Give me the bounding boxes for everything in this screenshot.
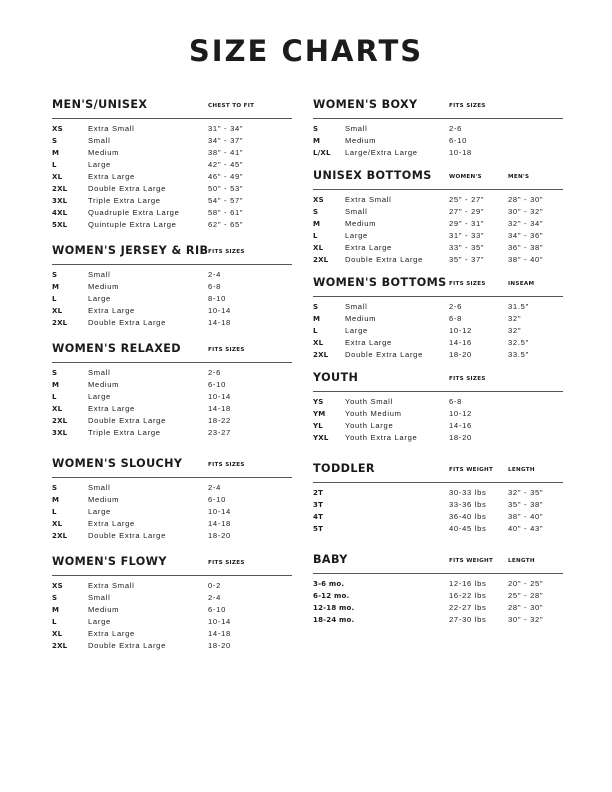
size-code: 3-6 mo. xyxy=(313,580,345,588)
size-value: 46" - 49" xyxy=(208,172,244,181)
table-row xyxy=(52,427,292,439)
size-value: 2-6 xyxy=(208,368,222,377)
size-name: Large xyxy=(345,231,368,240)
size-value: 38" - 40" xyxy=(508,512,544,521)
size-value: 54" - 57" xyxy=(208,196,244,205)
table-row xyxy=(52,604,292,616)
size-value: 32" - 34" xyxy=(508,219,544,228)
size-value: 58" - 61" xyxy=(208,208,244,217)
size-name: Extra Large xyxy=(88,519,135,528)
table-header xyxy=(52,340,292,363)
column-header: FITS SIZES xyxy=(449,376,486,382)
size-name: Youth Small xyxy=(345,397,393,406)
size-name: Double Extra Large xyxy=(88,318,167,327)
size-value: 18-20 xyxy=(208,531,231,540)
table-header xyxy=(313,551,563,574)
size-value: 10-14 xyxy=(208,617,231,626)
size-value: 6-10 xyxy=(208,380,226,389)
size-table-women-s-flowy xyxy=(52,553,292,652)
size-value: 40" - 43" xyxy=(508,524,544,533)
size-value: 25" - 28" xyxy=(508,591,544,600)
size-name: Large xyxy=(88,392,111,401)
table-row xyxy=(313,254,563,266)
table-row xyxy=(313,396,563,408)
size-value: 18-20 xyxy=(449,350,472,359)
size-name: Large xyxy=(88,507,111,516)
size-code: 2XL xyxy=(52,417,68,425)
table-row xyxy=(313,578,563,590)
table-row xyxy=(52,317,292,329)
size-table-baby xyxy=(313,551,563,626)
table-row xyxy=(313,602,563,614)
size-code: 12-18 mo. xyxy=(313,604,355,612)
size-code: S xyxy=(52,484,58,492)
column-header: FITS SIZES xyxy=(449,281,486,287)
size-code: XL xyxy=(52,173,63,181)
size-name: Medium xyxy=(345,314,377,323)
column-header: FITS SIZES xyxy=(208,462,245,468)
table-row xyxy=(52,183,292,195)
size-value: 0-2 xyxy=(208,581,222,590)
size-value: 38" - 41" xyxy=(208,148,244,157)
table-row xyxy=(313,487,563,499)
size-value: 6-10 xyxy=(449,136,467,145)
size-name: Extra Small xyxy=(345,195,392,204)
size-name: Double Extra Large xyxy=(88,184,167,193)
table-row xyxy=(52,403,292,415)
right-column xyxy=(313,96,563,626)
table-row xyxy=(313,408,563,420)
column-header: LENGTH xyxy=(508,467,535,473)
size-name: Medium xyxy=(88,282,120,291)
size-value: 8-10 xyxy=(208,294,226,303)
table-row xyxy=(52,123,292,135)
size-value: 14-18 xyxy=(208,404,231,413)
size-name: Large xyxy=(345,326,368,335)
size-code: L xyxy=(52,295,57,303)
size-table-toddler xyxy=(313,460,563,535)
table-title: UNISEX BOTTOMS xyxy=(313,169,432,182)
size-code: L xyxy=(313,327,318,335)
size-name: Triple Extra Large xyxy=(88,428,161,437)
size-value: 18-22 xyxy=(208,416,231,425)
size-name: Extra Small xyxy=(88,581,135,590)
size-code: XL xyxy=(313,339,324,347)
size-table-women-s-jersey-rib xyxy=(52,242,292,329)
table-row xyxy=(52,616,292,628)
size-value: 38" - 40" xyxy=(508,255,544,264)
size-value: 10-14 xyxy=(208,507,231,516)
size-value: 6-8 xyxy=(208,282,222,291)
size-value: 20" - 25" xyxy=(508,579,544,588)
table-row xyxy=(313,147,563,159)
size-name: Large xyxy=(88,160,111,169)
size-value: 6-10 xyxy=(208,605,226,614)
column-header: INSEAM xyxy=(508,281,535,287)
size-value: 42" - 45" xyxy=(208,160,244,169)
size-value: 14-18 xyxy=(208,318,231,327)
size-code: 3XL xyxy=(52,429,68,437)
size-code: M xyxy=(313,137,321,145)
size-code: 2XL xyxy=(313,256,329,264)
column-header: CHEST TO FIT xyxy=(208,103,255,109)
size-code: 5XL xyxy=(52,221,68,229)
column-header: FITS SIZES xyxy=(208,347,245,353)
left-column xyxy=(52,96,292,652)
size-table-women-s-bottoms xyxy=(313,274,563,361)
size-code: XL xyxy=(52,520,63,528)
size-code: XL xyxy=(52,405,63,413)
size-value: 35" - 38" xyxy=(508,500,544,509)
page-title: SIZE CHARTS xyxy=(188,34,424,68)
size-code: XS xyxy=(52,125,63,133)
size-name: Small xyxy=(88,270,111,279)
size-code: M xyxy=(52,149,60,157)
size-value: 18-20 xyxy=(449,433,472,442)
size-name: Double Extra Large xyxy=(88,531,167,540)
size-value: 10-18 xyxy=(449,148,472,157)
size-value: 18-20 xyxy=(208,641,231,650)
size-table-women-s-slouchy xyxy=(52,455,292,542)
table-row xyxy=(52,628,292,640)
size-code: L xyxy=(313,232,318,240)
table-title: YOUTH xyxy=(313,371,359,384)
column-header: LENGTH xyxy=(508,558,535,564)
size-value: 10-12 xyxy=(449,326,472,335)
table-title: WOMEN'S JERSEY & RIB xyxy=(52,244,209,257)
size-name: Medium xyxy=(345,136,377,145)
size-name: Youth Large xyxy=(345,421,394,430)
table-title: MEN'S/UNISEX xyxy=(52,98,148,111)
size-value: 33.5" xyxy=(508,350,529,359)
table-row xyxy=(313,218,563,230)
size-name: Extra Large xyxy=(345,243,392,252)
size-code: L/XL xyxy=(313,149,331,157)
table-title: WOMEN'S BOXY xyxy=(313,98,418,111)
size-code: S xyxy=(52,271,58,279)
table-row xyxy=(313,325,563,337)
table-header xyxy=(52,96,292,119)
size-value: 27-30 lbs xyxy=(449,615,487,624)
size-code: 2XL xyxy=(313,351,329,359)
size-code: XS xyxy=(313,196,324,204)
size-value: 32" xyxy=(508,326,522,335)
size-name: Youth Extra Large xyxy=(345,433,418,442)
table-row xyxy=(313,590,563,602)
table-row xyxy=(313,337,563,349)
table-row xyxy=(313,123,563,135)
size-table-youth xyxy=(313,369,563,444)
size-code: 2XL xyxy=(52,532,68,540)
column-header: FITS WEIGHT xyxy=(449,558,494,564)
size-code: M xyxy=(52,606,60,614)
size-value: 10-14 xyxy=(208,392,231,401)
size-value: 30-33 lbs xyxy=(449,488,487,497)
table-header xyxy=(313,460,563,483)
table-row xyxy=(52,592,292,604)
size-value: 6-8 xyxy=(449,397,463,406)
size-code: M xyxy=(52,381,60,389)
size-value: 32" - 35" xyxy=(508,488,544,497)
size-value: 35" - 37" xyxy=(449,255,485,264)
size-code: M xyxy=(313,315,321,323)
size-value: 33" - 35" xyxy=(449,243,485,252)
table-row xyxy=(313,313,563,325)
size-table-unisex-bottoms xyxy=(313,167,563,266)
table-header xyxy=(313,274,563,297)
size-name: Quintuple Extra Large xyxy=(88,220,177,229)
column-header: FITS SIZES xyxy=(208,560,245,566)
size-name: Extra Large xyxy=(88,404,135,413)
size-name: Double Extra Large xyxy=(345,255,424,264)
size-name: Small xyxy=(345,207,368,216)
size-code: M xyxy=(52,283,60,291)
column-header: FITS WEIGHT xyxy=(449,467,494,473)
size-value: 31" - 33" xyxy=(449,231,485,240)
table-row xyxy=(313,432,563,444)
size-value: 29" - 31" xyxy=(449,219,485,228)
column-header: FITS SIZES xyxy=(208,249,245,255)
size-code: S xyxy=(52,594,58,602)
size-name: Large/Extra Large xyxy=(345,148,418,157)
size-value: 32" xyxy=(508,314,522,323)
table-row xyxy=(313,242,563,254)
size-code: M xyxy=(313,220,321,228)
size-code: XL xyxy=(52,307,63,315)
size-code: XL xyxy=(313,244,324,252)
size-code: L xyxy=(52,618,57,626)
table-row xyxy=(52,580,292,592)
size-value: 28" - 30" xyxy=(508,195,544,204)
size-value: 30" - 32" xyxy=(508,207,544,216)
size-code: 4XL xyxy=(52,209,68,217)
table-row xyxy=(313,614,563,626)
size-code: 2XL xyxy=(52,642,68,650)
size-code: S xyxy=(313,125,319,133)
table-row xyxy=(52,482,292,494)
size-code: YM xyxy=(313,410,326,418)
size-name: Double Extra Large xyxy=(88,641,167,650)
table-row xyxy=(313,206,563,218)
size-code: 2XL xyxy=(52,319,68,327)
size-value: 12-16 lbs xyxy=(449,579,487,588)
size-value: 14-16 xyxy=(449,421,472,430)
size-code: L xyxy=(52,393,57,401)
size-name: Small xyxy=(88,593,111,602)
size-name: Extra Large xyxy=(88,306,135,315)
size-table-women-s-boxy xyxy=(313,96,563,159)
size-name: Double Extra Large xyxy=(88,416,167,425)
table-header xyxy=(52,455,292,478)
table-row xyxy=(52,269,292,281)
table-row xyxy=(313,230,563,242)
size-value: 16-22 lbs xyxy=(449,591,487,600)
size-name: Large xyxy=(88,294,111,303)
size-value: 2-4 xyxy=(208,270,222,279)
size-value: 34" - 37" xyxy=(208,136,244,145)
column-header: FITS SIZES xyxy=(449,103,486,109)
size-name: Medium xyxy=(345,219,377,228)
size-value: 14-16 xyxy=(449,338,472,347)
size-name: Small xyxy=(345,124,368,133)
table-row xyxy=(52,506,292,518)
table-row xyxy=(52,391,292,403)
table-header xyxy=(313,96,563,119)
size-value: 10-12 xyxy=(449,409,472,418)
size-code: YS xyxy=(313,398,324,406)
size-code: 18-24 mo. xyxy=(313,616,355,624)
size-value: 6-10 xyxy=(208,495,226,504)
size-code: 3T xyxy=(313,501,324,509)
size-code: L xyxy=(52,161,57,169)
size-code: XL xyxy=(52,630,63,638)
size-name: Large xyxy=(88,617,111,626)
table-row xyxy=(52,195,292,207)
size-value: 40-45 lbs xyxy=(449,524,487,533)
table-row xyxy=(313,194,563,206)
table-title: WOMEN'S SLOUCHY xyxy=(52,457,183,470)
size-code: S xyxy=(52,137,58,145)
size-name: Youth Medium xyxy=(345,409,402,418)
size-value: 2-6 xyxy=(449,302,463,311)
table-row xyxy=(52,219,292,231)
table-title: WOMEN'S BOTTOMS xyxy=(313,276,447,289)
size-name: Small xyxy=(88,136,111,145)
table-row xyxy=(52,171,292,183)
column-header: WOMEN'S xyxy=(449,174,482,180)
size-code: L xyxy=(52,508,57,516)
size-code: S xyxy=(52,369,58,377)
size-value: 28" - 30" xyxy=(508,603,544,612)
size-value: 50" - 53" xyxy=(208,184,244,193)
table-header xyxy=(313,369,563,392)
table-row xyxy=(52,367,292,379)
table-header xyxy=(52,553,292,576)
table-row xyxy=(52,305,292,317)
table-row xyxy=(52,530,292,542)
size-code: 2T xyxy=(313,489,324,497)
column-header: MEN'S xyxy=(508,174,530,180)
table-title: WOMEN'S RELAXED xyxy=(52,342,181,355)
size-table-men-s-unisex xyxy=(52,96,292,231)
table-row xyxy=(52,494,292,506)
table-row xyxy=(52,293,292,305)
size-code: 3XL xyxy=(52,197,68,205)
size-value: 2-4 xyxy=(208,593,222,602)
table-title: TODDLER xyxy=(313,462,375,475)
size-code: M xyxy=(52,496,60,504)
table-row xyxy=(313,499,563,511)
table-row xyxy=(52,415,292,427)
table-title: WOMEN'S FLOWY xyxy=(52,555,167,568)
table-row xyxy=(52,518,292,530)
size-code: S xyxy=(313,208,319,216)
size-value: 31.5" xyxy=(508,302,529,311)
size-name: Double Extra Large xyxy=(345,350,424,359)
table-row xyxy=(52,640,292,652)
table-row xyxy=(313,135,563,147)
table-row xyxy=(52,135,292,147)
size-value: 23-27 xyxy=(208,428,231,437)
size-value: 27" - 29" xyxy=(449,207,485,216)
size-name: Quadruple Extra Large xyxy=(88,208,180,217)
size-value: 25" - 27" xyxy=(449,195,485,204)
size-value: 22-27 lbs xyxy=(449,603,487,612)
size-name: Medium xyxy=(88,380,120,389)
table-row xyxy=(313,301,563,313)
size-name: Small xyxy=(88,483,111,492)
size-table-women-s-relaxed xyxy=(52,340,292,439)
table-header xyxy=(313,167,563,190)
size-name: Extra Small xyxy=(88,124,135,133)
size-value: 62" - 65" xyxy=(208,220,244,229)
size-name: Extra Large xyxy=(88,629,135,638)
size-name: Extra Large xyxy=(88,172,135,181)
table-title: BABY xyxy=(313,553,348,566)
size-name: Small xyxy=(345,302,368,311)
table-row xyxy=(52,281,292,293)
size-code: 4T xyxy=(313,513,324,521)
size-code: YXL xyxy=(313,434,329,442)
table-header xyxy=(52,242,292,265)
size-value: 2-6 xyxy=(449,124,463,133)
size-value: 2-4 xyxy=(208,483,222,492)
table-row xyxy=(313,349,563,361)
size-value: 34" - 36" xyxy=(508,231,544,240)
size-value: 31" - 34" xyxy=(208,124,244,133)
table-row xyxy=(52,379,292,391)
size-value: 36" - 38" xyxy=(508,243,544,252)
size-name: Medium xyxy=(88,495,120,504)
size-name: Triple Extra Large xyxy=(88,196,161,205)
size-name: Small xyxy=(88,368,111,377)
table-row xyxy=(313,523,563,535)
size-value: 14-18 xyxy=(208,629,231,638)
size-code: YL xyxy=(313,422,323,430)
size-value: 32.5" xyxy=(508,338,529,347)
table-row xyxy=(52,159,292,171)
size-code: 2XL xyxy=(52,185,68,193)
size-name: Medium xyxy=(88,148,120,157)
size-value: 14-18 xyxy=(208,519,231,528)
size-value: 30" - 32" xyxy=(508,615,544,624)
table-row xyxy=(313,511,563,523)
size-name: Extra Large xyxy=(345,338,392,347)
size-name: Medium xyxy=(88,605,120,614)
size-value: 36-40 lbs xyxy=(449,512,487,521)
size-value: 6-8 xyxy=(449,314,463,323)
table-row xyxy=(52,147,292,159)
table-row xyxy=(313,420,563,432)
size-value: 10-14 xyxy=(208,306,231,315)
size-code: 5T xyxy=(313,525,324,533)
size-code: 6-12 mo. xyxy=(313,592,350,600)
size-code: S xyxy=(313,303,319,311)
table-row xyxy=(52,207,292,219)
size-value: 33-36 lbs xyxy=(449,500,487,509)
size-code: XS xyxy=(52,582,63,590)
